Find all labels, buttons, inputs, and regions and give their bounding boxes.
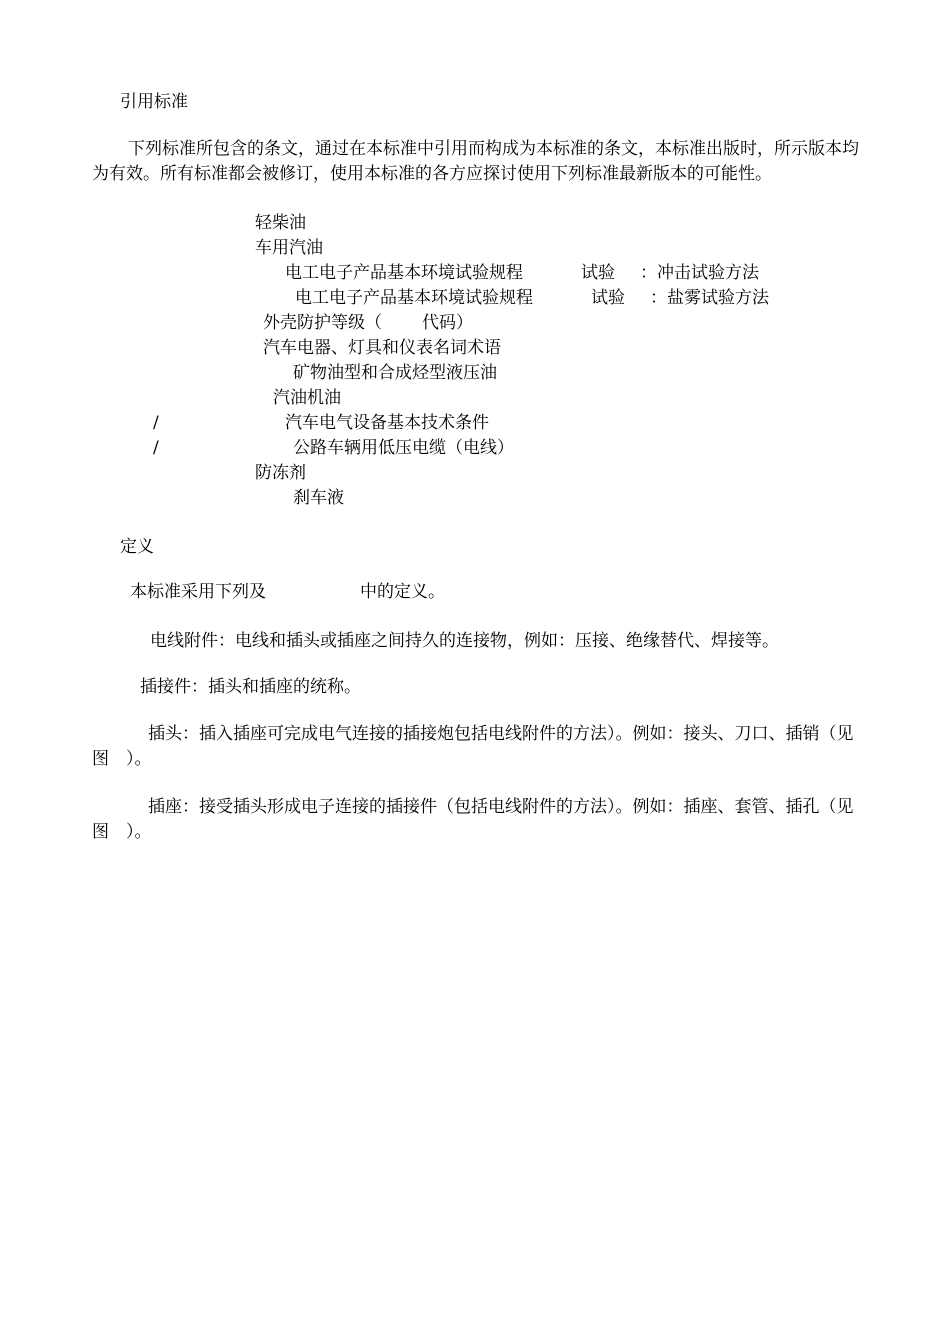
reference-item-title: 轻柴油 (255, 213, 306, 233)
definition-socket: 插座：接受插头形成电子连接的插接件（包括电线附件的方法）。例如：插座、套管、插孔（见图 ）。 (92, 797, 854, 842)
definitions-heading: 定义 (120, 537, 154, 557)
reference-item-title: 刹车液 (293, 488, 344, 508)
definition-wire-attachment: 电线附件：电线和插头或插座之间持久的连接物，例如：压接、绝缘替代、焊接等。 (150, 631, 779, 651)
reference-item-suffix: 代码） (422, 313, 473, 333)
reference-item-slash: / (153, 413, 159, 433)
reference-item-method: ：冲击试验方法 (640, 263, 759, 283)
reference-item-title: 汽车电器、灯具和仪表名词术语 (263, 338, 501, 358)
reference-item-title: 电工电子产品基本环境试验规程 (295, 288, 533, 308)
reference-item-test: 试验 (591, 288, 625, 308)
reference-item-title: 防冻剂 (255, 463, 306, 483)
reference-item-title: 矿物油型和合成烃型液压油 (293, 363, 497, 383)
reference-item-title: 车用汽油 (255, 238, 323, 258)
references-heading: 引用标准 (120, 92, 188, 112)
references-intro: 下列标准所包含的条文，通过在本标准中引用而构成为本标准的条文，本标准出版时，所示版本均为有效。所有标准都会被修订，使用本标准的各方应探讨使用下列标准最新版本的可能性。 (92, 139, 859, 184)
reference-item-title: 汽油机油 (273, 388, 341, 408)
reference-item-title: 汽车电气设备基本技术条件 (285, 413, 489, 433)
reference-item-method: ：盐雾试验方法 (650, 288, 769, 308)
reference-item-slash: / (153, 438, 159, 458)
definitions-intro-a: 本标准采用下列及 (130, 582, 266, 602)
definition-plug: 插头：插入插座可完成电气连接的插接炮包括电线附件的方法）。例如：接头、刀口、插销（见图 ）。 (92, 724, 854, 769)
reference-item-title: 外壳防护等级（ (263, 313, 382, 333)
definitions-intro-b: 中的定义。 (360, 582, 445, 602)
reference-item-title: 电工电子产品基本环境试验规程 (285, 263, 523, 283)
reference-item-test: 试验 (581, 263, 615, 283)
definition-connector: 插接件：插头和插座的统称。 (140, 677, 361, 697)
reference-item-title: 公路车辆用低压电缆（电线） (293, 438, 514, 458)
